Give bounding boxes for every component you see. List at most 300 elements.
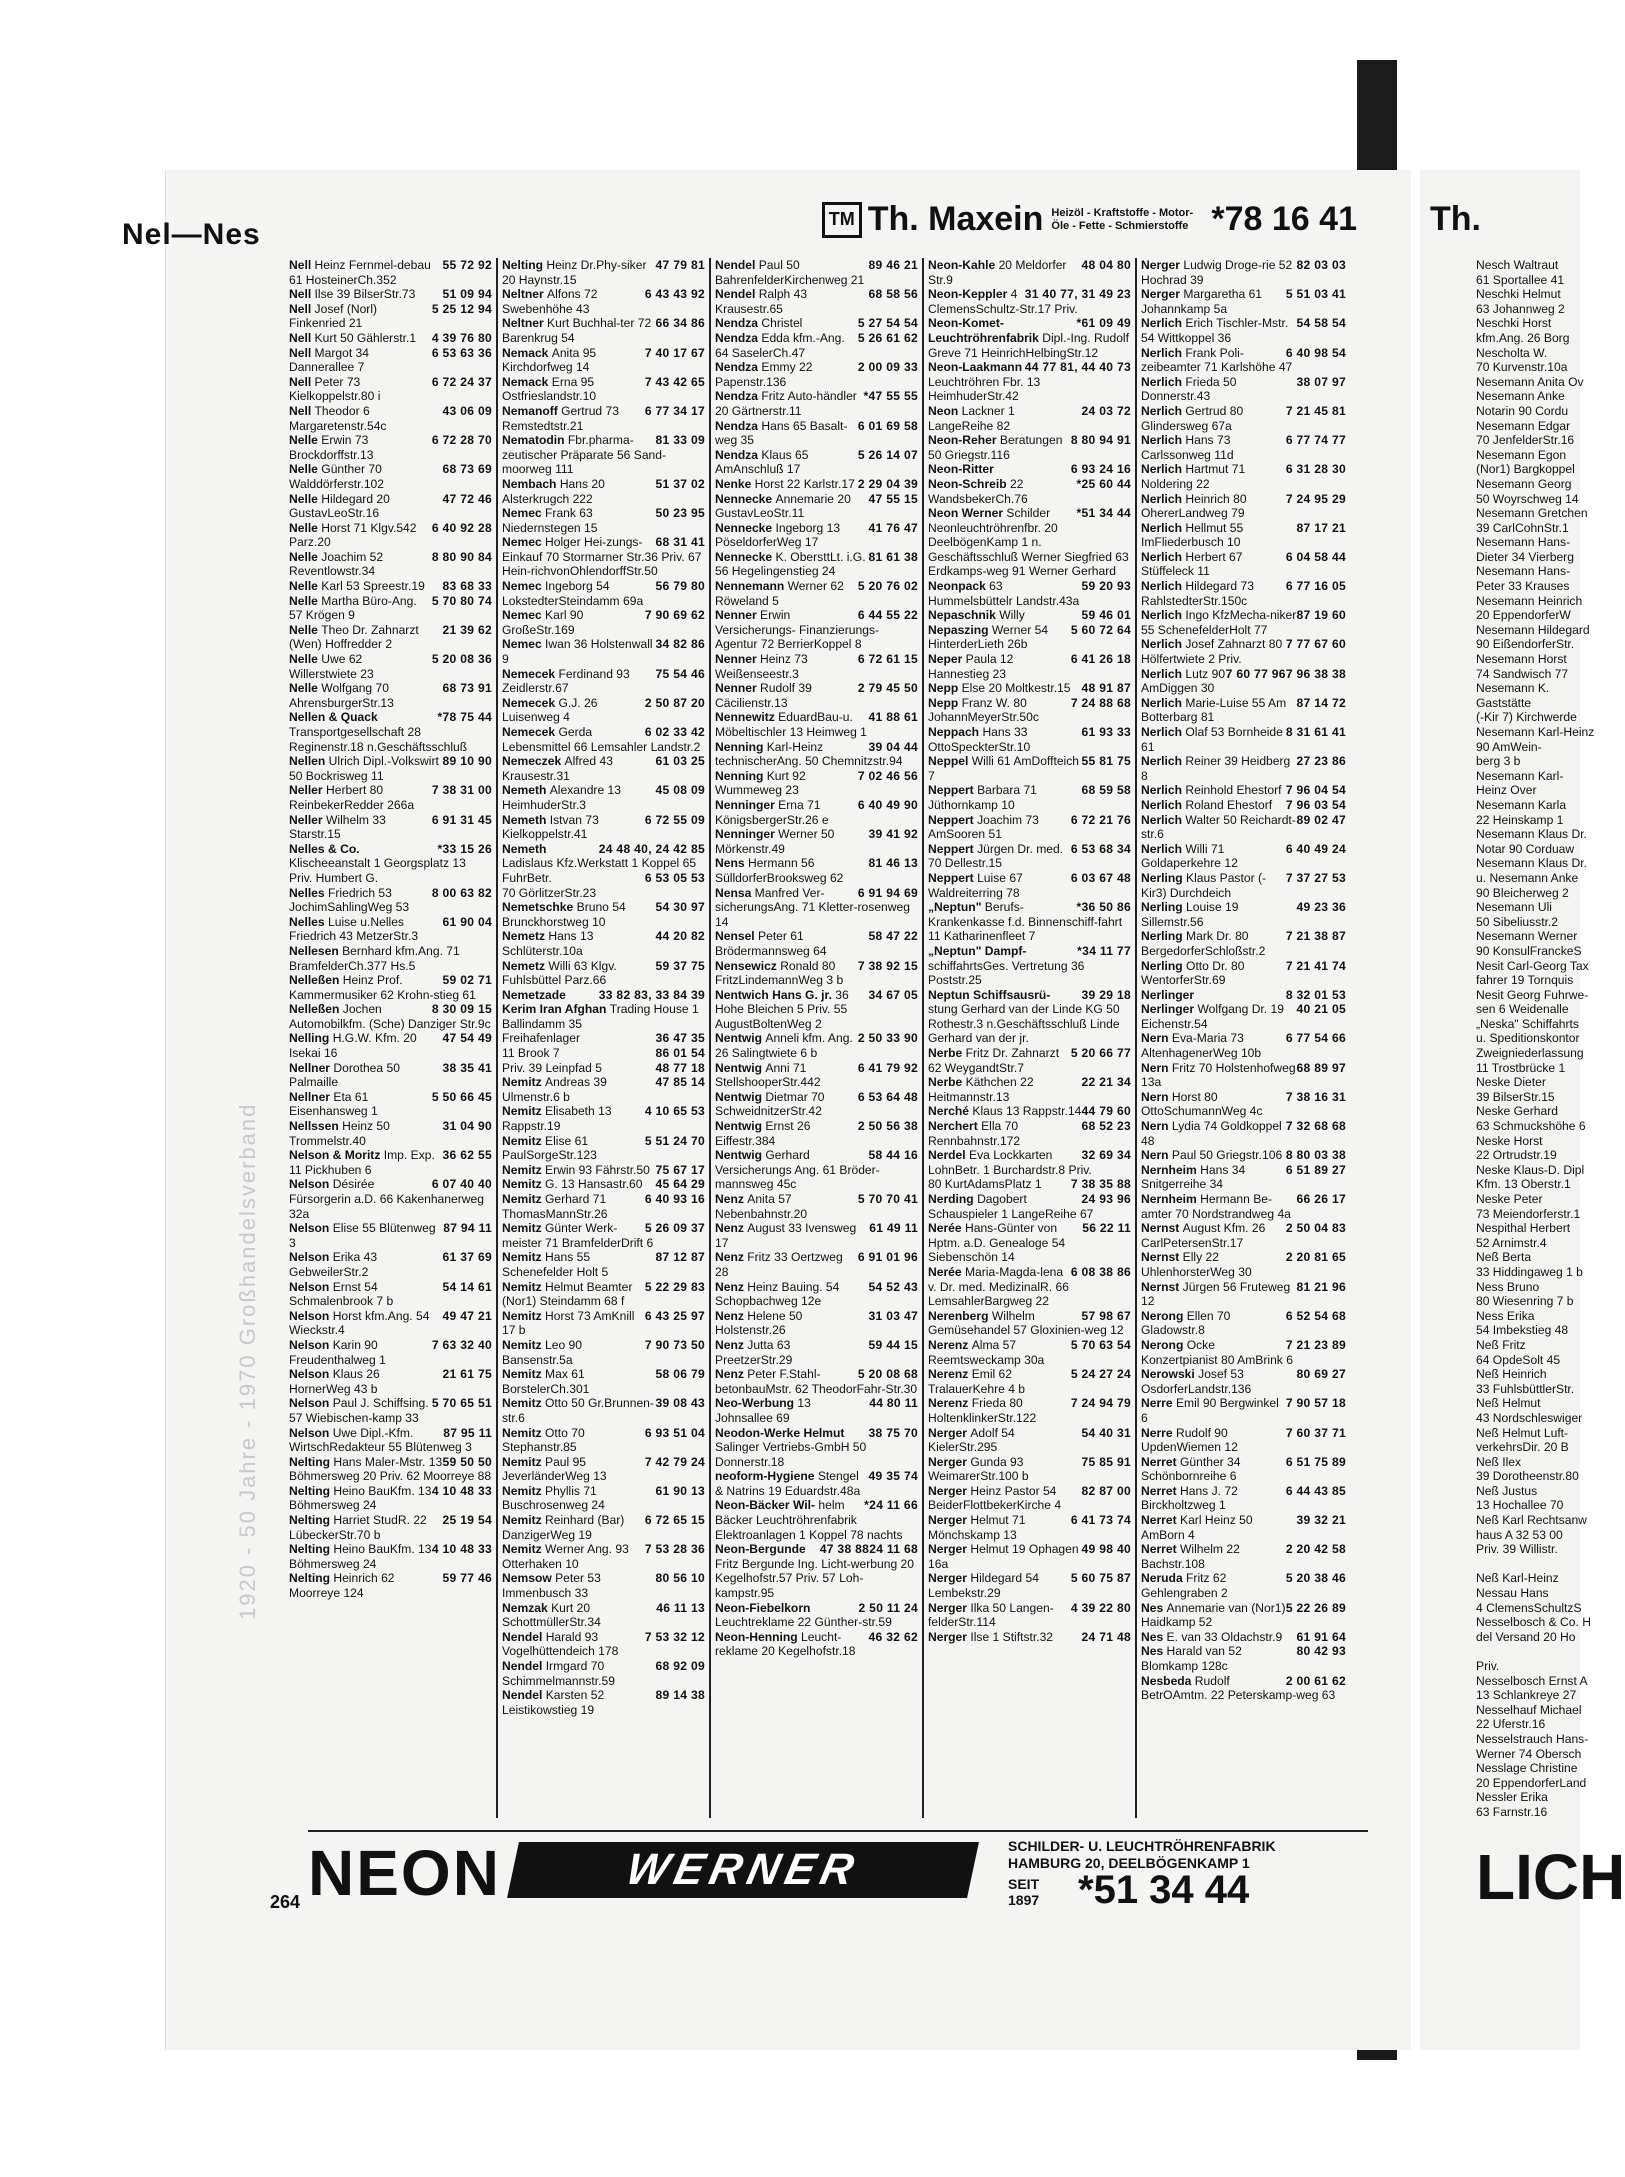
entry-details: Lackner 1 LangeReihe 82: [928, 403, 1015, 433]
phone-number: 8 31 61 41: [1285, 725, 1346, 739]
listing-entry: [502, 535, 705, 579]
phone-number: 5 70 80 74: [431, 593, 492, 608]
entry-details: Gerhard 71 ThomasMannStr.26: [502, 1192, 608, 1221]
entry-name: Nentwig: [715, 1148, 766, 1163]
entry-details: 22 WandsbekerCh.76: [928, 476, 1028, 506]
phone-number: 49 47 21: [442, 1308, 492, 1323]
entry-details: Hans 20 Alsterkrugch 222: [502, 476, 605, 506]
next-page-entry: 11 Trostbrücke 1: [1476, 1060, 1566, 1075]
entry-name: Nerlich: [1141, 695, 1186, 710]
listing-entry: [1141, 1309, 1346, 1338]
entry-details: Eva-Maria 73 AltenhagenerWeg 10b: [1141, 1031, 1262, 1061]
entry-name: Nerlich: [1141, 608, 1186, 623]
phone-number: 7 96 04 54: [1285, 783, 1346, 798]
entry-details: Leucht-reklame 20 Kegelhofstr.18: [715, 1629, 856, 1659]
next-page-entry: 39 BilserStr.15: [1476, 1089, 1555, 1104]
phone-number: 66 26 17: [1296, 1192, 1346, 1206]
listing-entry: [502, 1513, 705, 1542]
column-4: [924, 258, 1137, 1818]
listing-entry: [1141, 813, 1346, 842]
entry-details: Eta 61 Eisenhansweg 1: [289, 1089, 378, 1119]
entry-name: Nepaszing: [928, 622, 992, 637]
entry-name: Nerret: [1141, 1542, 1180, 1557]
listing-entry: [502, 608, 705, 637]
listing-entry: [1141, 754, 1346, 783]
phone-number: 6 02 33 42: [644, 725, 705, 739]
phone-number: 5 27 54 54: [857, 316, 918, 331]
listing-entry: [1141, 696, 1346, 725]
next-page-edge: [1420, 170, 1625, 2050]
next-page-entry: Nesemann Klaus Dr.: [1476, 856, 1587, 871]
next-page-entry: Nescholta W.: [1476, 345, 1548, 360]
listing-entry: [715, 419, 918, 448]
listing-entry: [289, 462, 492, 491]
footer-company: [1008, 1838, 1276, 1872]
phone-number: 46 32 62: [868, 1629, 918, 1644]
entry-details: Ferdinand 93 Zeidlerstr.67: [502, 666, 630, 696]
listing-entry: [715, 769, 918, 798]
next-page-column: [1476, 258, 1595, 1820]
entry-details: Jürgen 56 Fruteweg 12: [1141, 1279, 1291, 1309]
phone-number: 89 14 38: [655, 1688, 705, 1703]
phone-number: 68 58 56: [868, 287, 918, 302]
entry-name: Neonpack: [928, 579, 990, 594]
phone-number: 47 79 81: [655, 258, 705, 272]
entry-name: Nerlinger: [1141, 987, 1195, 1002]
entry-name: Nenz: [715, 1250, 748, 1265]
entry-name: Nemitz: [502, 1279, 546, 1294]
listing-entry: [715, 1426, 918, 1470]
listing-entry: [928, 287, 1131, 316]
phone-number: 40 21 05: [1296, 1002, 1346, 1017]
entry-name: Nellesen: [289, 943, 343, 958]
phone-number: 7 53 32 12: [644, 1629, 705, 1644]
listing-entry: [928, 842, 1131, 871]
entry-name: Nerger: [928, 1542, 971, 1557]
phone-number: 6 72 28 70: [431, 433, 492, 448]
entry-name: Nelting: [289, 1571, 334, 1586]
entry-details: Holger Hei-zungs-Einkauf 70 Stormarner Str.36 Priv. 67 Hein-richvonOhlendorffStr.50: [502, 535, 702, 579]
phone-number: 75 67 17: [655, 1162, 705, 1177]
phone-number: 87 95 11: [443, 1425, 492, 1440]
entry-details: Rudolf BetrOAmtm. 22 Peterskamp-weg 63: [1141, 1673, 1336, 1703]
entry-name: Nerlich: [1141, 637, 1186, 652]
phone-number: 8 30 09 15: [431, 1002, 492, 1017]
entry-name: Neppert: [928, 783, 978, 798]
phone-number: 6 40 93 16: [644, 1192, 705, 1206]
entry-details: Paul 50 BahrenfelderKirchenweg 21: [715, 258, 865, 287]
phone-number: 6 40 49 90: [857, 797, 918, 812]
phone-number: 47 54 49: [442, 1031, 492, 1046]
entry-name: Nemitz: [502, 1425, 546, 1440]
entry-details: 13 Johnsallee 69: [715, 1396, 811, 1425]
entry-details: Helene 50 Holstenstr.26: [715, 1308, 803, 1338]
phone-number: 38 07 97: [1296, 374, 1346, 389]
entry-details: Gerda Lebensmittel 66 Lemsahler Landstr.2: [502, 725, 701, 754]
phone-number: 6 40 98 54: [1285, 345, 1346, 360]
next-page-entry: 50 Woyrschweg 14: [1476, 491, 1579, 506]
entry-details: Ilka 50 Langen-felderStr.114: [928, 1600, 1054, 1630]
entry-details: Gertrud 73 Remstedtstr.21: [502, 403, 619, 433]
entry-name: Neon-Bäcker Wil-: [715, 1498, 819, 1513]
entry-name: Nerlich: [1141, 345, 1186, 360]
entry-name: Nerlich: [1141, 797, 1186, 812]
phone-number: 58 06 79: [655, 1367, 705, 1382]
phone-number: 2 50 04 83: [1285, 1221, 1346, 1236]
next-page-entry: fahrer 19 Tornquis: [1476, 973, 1574, 988]
entry-name: Nerong: [1141, 1337, 1187, 1352]
phone-number: *36 50 86: [1076, 900, 1131, 915]
entry-details: Fritz Auto-händler 20 Gärtnerstr.11: [715, 389, 857, 418]
entry-name: Nernheim: [1141, 1192, 1201, 1206]
entry-name: Nerée: [928, 1264, 965, 1279]
listing-entry: [928, 813, 1131, 842]
entry-details: Herbert 67 Stüffeleck 11: [1141, 549, 1243, 579]
phone-number: 21 39 62: [442, 622, 492, 637]
listing-entry: [715, 258, 918, 287]
entry-name: Neltner: [502, 287, 548, 302]
next-page-entry: 13 Hochallee 70: [1476, 1498, 1564, 1513]
phone-number: 54 30 97: [655, 900, 705, 915]
phone-number: 45 08 09: [655, 783, 705, 798]
entry-name: Neon-Fiebelkorn: [715, 1600, 811, 1615]
entry-name: Nell: [289, 345, 315, 360]
listing-entry: [502, 871, 705, 886]
phone-number: 5 50 66 45: [431, 1089, 492, 1104]
listing-entry: [1141, 1163, 1346, 1192]
entry-details: helm Bäcker Leuchtröhrenfabrik Elektroanlagen 1 Koppel 78 nachts: [715, 1498, 903, 1542]
listing-entry: [289, 1542, 492, 1571]
entry-details: Günther 70 Walddörferstr.102: [289, 462, 385, 491]
phone-number: 7 90 57 18: [1285, 1396, 1346, 1411]
phone-number: 7 21 38 87: [1285, 929, 1346, 944]
phone-number: 6 01 69 58: [857, 418, 918, 433]
entry-name: Nemitz: [502, 1075, 546, 1090]
listing-entry: [715, 1250, 918, 1279]
phone-number: 89 10 90: [442, 754, 492, 769]
entry-details: Harald 93 Vogelhüttendeich 178: [502, 1629, 619, 1659]
phone-number: 6 93 24 16: [1070, 462, 1131, 477]
listing-entry: [502, 346, 705, 375]
next-page-entry: 4 ClemensSchultzS: [1476, 1600, 1582, 1615]
next-page-entry: (Nor1) Bargkoppel: [1476, 462, 1575, 477]
entry-name: Nenner: [715, 652, 761, 667]
listing-entry: [1141, 316, 1346, 345]
listing-entry: [502, 258, 705, 287]
next-page-entry: Kfm. 13 Oberstr.1: [1476, 1177, 1571, 1192]
listing-entry: [502, 1659, 705, 1688]
entry-details: 70 GörlitzerStr.23: [502, 885, 597, 900]
listing-entry: [715, 886, 918, 930]
next-page-entry: Nessler Erika: [1476, 1790, 1548, 1805]
entry-name: Nendza: [715, 316, 762, 331]
next-page-entry: Nesemann Edgar: [1476, 418, 1571, 433]
next-page-entry: Neske Horst: [1476, 1133, 1543, 1148]
listing-entry: [928, 1119, 1131, 1148]
phone-number: 61 91 64: [1296, 1629, 1346, 1644]
phone-number: 6 41 79 92: [857, 1060, 918, 1075]
phone-number: 6 77 34 17: [644, 403, 705, 418]
entry-name: Nell: [289, 330, 315, 345]
next-page-entry: Notar 90 Corduaw: [1476, 841, 1575, 856]
entry-details: Wolfgang Dr. 19 Eichenstr.54: [1141, 1002, 1284, 1031]
entry-name: Nelle: [289, 579, 322, 594]
entry-details: Dipl.-Ing. Rudolf Greve 71 HeinrichHelbingStr.12: [928, 330, 1129, 360]
next-page-entry: Nesemann Hildegard: [1476, 622, 1590, 637]
entry-details: Willi 61 AmDoffteich 7: [928, 754, 1080, 783]
phone-number: 44 20 82: [655, 929, 705, 944]
listing-entry: [715, 316, 918, 331]
entry-name: Nelson & Moritz: [289, 1148, 384, 1163]
listing-entry: [928, 1148, 1131, 1177]
phone-number: 5 22 26 89: [1285, 1600, 1346, 1615]
phone-number: 6 51 75 89: [1285, 1454, 1346, 1469]
listing-entry: [928, 433, 1131, 462]
entry-details: stung Gerhard van der Linde KG 50 Rothestr.3 n.Geschäftsschluß Linde Gerhard van der jr.: [928, 1002, 1120, 1046]
listing-entry: [715, 740, 918, 769]
entry-name: Nentwig: [715, 1089, 766, 1104]
entry-name: Nesbeda: [1141, 1673, 1195, 1688]
listing-entry: [289, 331, 492, 346]
next-page-entry: Nesselstrauch Hans-: [1476, 1731, 1589, 1746]
entry-details: Werner 54 HinterderLieth 26b: [928, 622, 1049, 652]
entry-name: Nemetschke: [502, 900, 577, 915]
entry-details: Fritz 33 Oertzweg 28: [715, 1250, 843, 1279]
phone-number: 5 20 08 36: [431, 652, 492, 667]
entry-details: Alexandre 13 HeimhuderStr.3: [502, 783, 621, 812]
entry-details: Anni 71 StellshooperStr.442: [715, 1060, 821, 1090]
entry-name: Nemitz: [502, 1221, 546, 1236]
entry-name: Nerling: [1141, 958, 1187, 973]
next-page-entry: u. Speditionskontor: [1476, 1031, 1580, 1046]
phone-number: 68 59 58: [1081, 783, 1131, 798]
entry-name: Nenz: [715, 1192, 748, 1206]
listing-entry: [289, 579, 492, 594]
entry-name: Nerlich: [1141, 491, 1186, 506]
entry-details: 4 ClemensSchultz-Str.17 Priv.: [928, 287, 1078, 316]
listing-entry: [289, 550, 492, 579]
entry-name: Nerre: [1141, 1425, 1176, 1440]
listing-entry: [502, 375, 705, 404]
entry-details: Martha Büro-Ang. 57 Krögen 9: [289, 593, 417, 623]
listing-entry: [715, 1498, 918, 1542]
entry-details: Erich Tischler-Mstr. 54 Wittkoppel 36: [1141, 316, 1289, 345]
entry-details: Paula 12 Hannestieg 23: [928, 652, 1014, 681]
listing-entry: [928, 1396, 1131, 1425]
entry-details: Günter Werk-meister 71 BramfelderDrift 6: [502, 1221, 654, 1250]
entry-details: Hans-Günter von Hptm. a.D. Genealoge 54 Siebenschön 14: [928, 1221, 1066, 1265]
entry-name: Nelle: [289, 462, 322, 477]
entry-details: G.J. 26 Luisenweg 4: [502, 695, 598, 725]
phone-number: 81 21 96: [1296, 1279, 1346, 1294]
entry-details: Wilhelm Gemüsehandel 57 Gloxinien-weg 12: [928, 1308, 1124, 1338]
next-page-entry: Neske Gerhard: [1476, 1104, 1559, 1119]
listing-entry: [289, 710, 492, 754]
entry-name: Nelle: [289, 593, 322, 608]
listing-entry: [715, 389, 918, 418]
listing-entry: [289, 1031, 492, 1060]
listing-entry: [502, 988, 705, 1032]
phone-number: 34 67 05: [868, 987, 918, 1002]
listing-entry: [502, 1367, 705, 1396]
entry-name: Nerger: [1141, 287, 1184, 302]
phone-number: 59 77 46: [442, 1571, 492, 1586]
phone-number: 8 80 90 84: [431, 549, 492, 564]
entry-name: Nelle: [289, 491, 322, 506]
entry-details: Fritz 70 Holstenhofweg 13a: [1141, 1060, 1296, 1090]
entry-name: Nemec: [502, 637, 546, 652]
entry-name: Nellner: [289, 1060, 334, 1075]
phone-number: 83 68 33: [442, 579, 492, 594]
entry-details: Klaus Pastor (-Kir3) Durchdeich: [1141, 870, 1267, 900]
listing-entry: [715, 798, 918, 827]
phone-number: 7 38 35 88: [1070, 1177, 1131, 1192]
listing-entry: [928, 754, 1131, 783]
phone-number: *51 34 44: [1076, 506, 1131, 521]
entry-name: Nembach: [502, 476, 560, 491]
entry-name: Nelson: [289, 1337, 333, 1352]
entry-details: Alfons 72 Swebenhöhe 43: [502, 287, 598, 316]
entry-details: Ingo KfzMecha-niker 55 SchenefelderHolt 77: [1141, 608, 1297, 637]
listing-entry: [502, 1192, 705, 1221]
entry-name: Nerlinger: [1141, 1002, 1198, 1017]
listing-entry: [502, 1338, 705, 1367]
phone-number: 32 69 34: [1081, 1148, 1131, 1163]
listing-entry: [289, 1396, 492, 1425]
listing-entry: [502, 1688, 705, 1717]
next-page-entry: Nesch Waltraut: [1476, 258, 1559, 272]
entry-details: Anneli kfm. Ang. 26 Salingtwiete 6 b: [715, 1031, 853, 1061]
listing-entry: [928, 783, 1131, 812]
next-page-entry: 22 Uferstr.16: [1476, 1717, 1546, 1732]
phone-number: 5 70 63 54: [1070, 1337, 1131, 1352]
listing-entry: [715, 1192, 918, 1221]
next-page-entry: Ness Bruno: [1476, 1279, 1540, 1294]
next-page-entry: Neß Berta: [1476, 1250, 1532, 1265]
phone-number: 54 40 31: [1081, 1425, 1131, 1440]
phone-number: 6 53 63 36: [431, 345, 492, 360]
entry-name: Nendel: [502, 1688, 546, 1703]
entry-details: Hildegard 54 Lembekstr.29: [928, 1571, 1039, 1601]
entry-details: Transportgesellschaft 28 Reginenstr.18 n.Geschäftsschluß: [289, 725, 468, 754]
phone-number: 24 03 72: [1081, 403, 1131, 418]
phone-number: 8 80 03 38: [1285, 1148, 1346, 1163]
entry-name: Nemeth: [502, 841, 547, 856]
next-page-entry: 52 Arnimstr.4: [1476, 1235, 1547, 1250]
entry-name: Nelting: [289, 1542, 334, 1557]
entry-name: Nenner: [715, 681, 761, 696]
listing-entry: [1141, 1338, 1346, 1367]
next-page-entry: „Neska" Schiffahrts: [1476, 1016, 1579, 1031]
next-page-entry: Neß Fritz: [1476, 1337, 1526, 1352]
listing-entry: [289, 1090, 492, 1119]
entry-details: Josef (Norl) Finkenried 21: [289, 301, 378, 331]
next-page-entry: [1476, 1557, 1586, 1572]
phone-number: 31 04 90: [442, 1119, 492, 1134]
listing-entry: [289, 521, 492, 550]
phone-number: 31 40 77, 31 49 23: [1024, 287, 1131, 302]
phone-number: 6 72 55 09: [644, 812, 705, 827]
listing-entry: [1141, 1002, 1346, 1031]
phone-number: 7 43 42 65: [644, 374, 705, 389]
entry-details: Otto Dr. 80 WentorferStr.69: [1141, 958, 1245, 988]
entry-name: Nemec: [502, 608, 546, 623]
entry-details: Helmut Beamter (Nor1) Steindamm 68 f: [502, 1279, 633, 1309]
entry-name: Nenz: [715, 1337, 748, 1352]
entry-name: Neon-Komet-Leuchtröhrenfabrik: [928, 316, 1043, 345]
next-page-entry: Peter 33 Krauses: [1476, 579, 1570, 594]
entry-details: Jürgen Dr. med. 70 Dellestr.15: [928, 841, 1064, 871]
entry-name: Nemzak: [502, 1600, 552, 1615]
phone-number: 6 72 24 37: [431, 374, 492, 389]
entry-details: Ilse 1 Stiftstr.32: [970, 1629, 1054, 1644]
footer-company-line2: HAMBURG 20, DEELBÖGENKAMP 1: [1008, 1855, 1250, 1871]
phone-number: 45 64 29: [655, 1177, 705, 1192]
listing-entry: [715, 1148, 918, 1192]
entry-details: Wilhelm 22 Bachstr.108: [1141, 1542, 1240, 1571]
phone-number: 6 93 51 04: [644, 1425, 705, 1440]
listing-entry: [289, 1571, 492, 1600]
entry-details: Karl Heinz 50 AmBorn 4: [1141, 1513, 1253, 1542]
entry-name: Nennecke: [715, 520, 776, 535]
listing-entry: [289, 492, 492, 521]
listing-entry: [502, 842, 705, 871]
listing-entry: [1141, 1119, 1346, 1148]
phone-number: 82 03 03: [1296, 258, 1346, 272]
entry-name: Nenz: [715, 1308, 748, 1323]
listing-entry: [715, 1221, 918, 1250]
phone-number: 6 31 28 30: [1285, 462, 1346, 477]
entry-name: Nendza: [715, 418, 762, 433]
entry-name: Nelson: [289, 1177, 333, 1192]
phone-number: 6 72 61 15: [857, 652, 918, 667]
next-page-entry: 63 Farnstr.16: [1476, 1804, 1548, 1819]
entry-details: H.G.W. Kfm. 20 Isekai 16: [289, 1031, 417, 1061]
entry-details: Emmy 22 Papenstr.136: [715, 360, 813, 389]
entry-name: Nemitz: [502, 1483, 546, 1498]
entry-details: Hans 33 OttoSpeckterStr.10: [928, 725, 1031, 754]
listing-entry: [1141, 1513, 1346, 1542]
entry-details: Hellmut 55 ImFliederbusch 10: [1141, 520, 1244, 550]
entry-details: Kurt 20 SchottmüllerStr.34: [502, 1600, 601, 1630]
entry-name: Nendel: [502, 1629, 546, 1644]
listing-entry: [928, 506, 1131, 579]
listing-entry: [928, 579, 1131, 608]
entry-details: Dorothea 50 Palmaille: [289, 1060, 400, 1090]
listing-entry: [1141, 346, 1346, 375]
next-page-entry: [1476, 1644, 1586, 1659]
entry-details: Kurt 92 Wummeweg 23: [715, 768, 806, 798]
listing-entry: [1141, 900, 1346, 929]
listing-entry: [1141, 492, 1346, 521]
listing-entry: [502, 1031, 705, 1046]
listing-entry: [289, 783, 492, 812]
listing-entry: [1141, 725, 1346, 754]
entry-name: Nemsow: [502, 1571, 556, 1586]
phone-number: 87 17 21: [1296, 520, 1346, 535]
entry-name: Nerger: [928, 1571, 971, 1586]
entry-details: Imp. Exp. 11 Pickhuben 6: [289, 1148, 435, 1177]
next-page-entry: verkehrsDir. 20 B: [1476, 1440, 1569, 1455]
phone-number: 8 32 01 53: [1285, 987, 1346, 1002]
entry-details: Barbara 71 Jüthornkamp 10: [928, 783, 1037, 812]
phone-number: 47 72 46: [442, 491, 492, 506]
entry-name: Nendza: [715, 389, 762, 404]
entry-details: Ronald 80 FritzLindemannWeg 3 b: [715, 958, 844, 988]
next-page-entry: kfm.Ang. 26 Borg: [1476, 330, 1570, 345]
listing-entry: [502, 813, 705, 842]
next-page-entry: (-Kir 7) Kirchwerde: [1476, 710, 1577, 725]
